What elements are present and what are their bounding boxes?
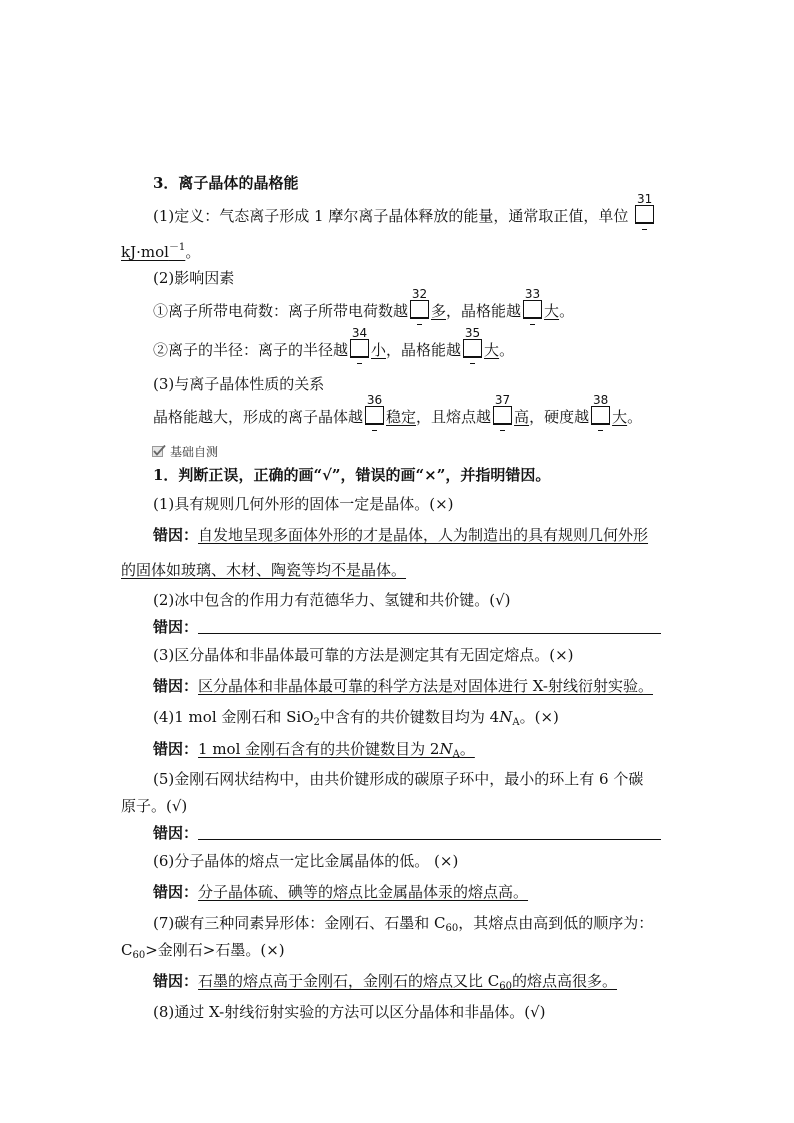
answer-box-37: 37 [493, 406, 512, 425]
answer-37: 高 [514, 408, 530, 426]
item-7-reason: 错因：石墨的熔点高于金刚石，金刚石的熔点又比 $C_{60}$的熔点高很多。 [153, 972, 618, 992]
answer-box-35: 35 [463, 339, 482, 358]
item-3-reason: 错因：区分晶体和非晶体最可靠的科学方法是对固体进行 X-射线衍射实验。 [153, 677, 653, 695]
blank-line [198, 825, 661, 840]
item-5-cont: 原子。(√) [121, 797, 188, 815]
item-2-reason: 错因： [153, 616, 661, 638]
item-1-reason-cont: 的固体如玻璃、木材、陶瓷等均不是晶体。 [121, 561, 407, 579]
item-6-reason: 错因：分子晶体硫、碘等的熔点比金属晶体汞的熔点高。 [153, 883, 529, 901]
answer-32: 多 [431, 302, 447, 320]
definition-text: (1)定义：气态离子形成 1 摩尔离子晶体释放的能量，通常取正值，单位 [153, 207, 629, 225]
item-4-reason: 错因：1 mol 金刚石含有的共价键数目为 $2N_A$。 [153, 740, 475, 760]
item-6: (6)分子晶体的熔点一定比金属晶体的低。 (×) [153, 852, 459, 870]
item-8: (8)通过 X-射线衍射实验的方法可以区分晶体和非晶体。(√) [153, 1003, 546, 1021]
relation-heading: (3)与离子晶体性质的关系 [153, 375, 325, 393]
factor-charge-line: ①离子所带电荷数：离子所带电荷数越 32 多，晶格能越 33 大。 [153, 300, 574, 322]
item-5-reason: 错因： [153, 822, 661, 844]
unit-answer: kJ·mol$^{-1}$ [121, 242, 186, 261]
question-1-title: 1．判断正误，正确的画“√”，错误的画“×”，并指明错因。 [153, 466, 551, 484]
answer-box-33: 33 [523, 300, 542, 319]
answer-box-32: 32 [410, 300, 429, 319]
blank-number: 31 [636, 192, 653, 206]
item-1: (1)具有规则几何外形的固体一定是晶体。(×) [153, 495, 454, 513]
answer-box-38: 38 [591, 406, 610, 425]
item-7: (7)碳有三种同素异形体：金刚石、石墨和 $C_{60}$，其熔点由高到低的顺序为： [153, 914, 654, 934]
check-icon [152, 445, 166, 457]
section-title: 3．离子晶体的晶格能 [153, 174, 299, 192]
answer-33: 大 [544, 302, 560, 320]
definition-unit-line: kJ·mol$^{-1}$。 [121, 242, 201, 261]
item-7-cont: $C_{60}>$金刚石>石墨。(×) [121, 941, 285, 961]
answer-box-34: 34 [350, 339, 369, 358]
item-3: (3)区分晶体和非晶体最可靠的方法是测定其有无固定熔点。(×) [153, 646, 574, 664]
item-1-reason: 错因：自发地呈现多面体外形的才是晶体，人为制造出的具有规则几何外形 [153, 526, 649, 544]
item-2: (2)冰中包含的作用力有范德华力、氢键和共价键。(√) [153, 591, 511, 609]
definition-line [153, 192, 656, 227]
factor-radius-line: ②离子的半径：离子的半径越 34 小，晶格能越 35 大。 [153, 339, 514, 361]
answer-36: 稳定 [386, 408, 417, 426]
relation-line: 晶格能越大，形成的离子晶体越 36 稳定，且熔点越 37 高，硬度越 38 大。 [153, 406, 642, 428]
answer-38: 大 [612, 408, 628, 426]
factors-heading: (2)影响因素 [153, 269, 235, 287]
answer-35: 大 [484, 341, 500, 359]
answer-box-31 [635, 192, 654, 224]
blank-line [198, 619, 661, 634]
item-5: (5)金刚石网状结构中，由共价键形成的碳原子环中，最小的环上有 6 个碳 [153, 770, 644, 788]
self-test-label: 基础自测 [152, 440, 218, 463]
item-4: (4)1 mol 金刚石和 SiO$_2$中含有的共价键数目均为 $4N_A$。(×) [153, 708, 559, 728]
answer-box-36: 36 [365, 406, 384, 425]
answer-34: 小 [371, 341, 387, 359]
